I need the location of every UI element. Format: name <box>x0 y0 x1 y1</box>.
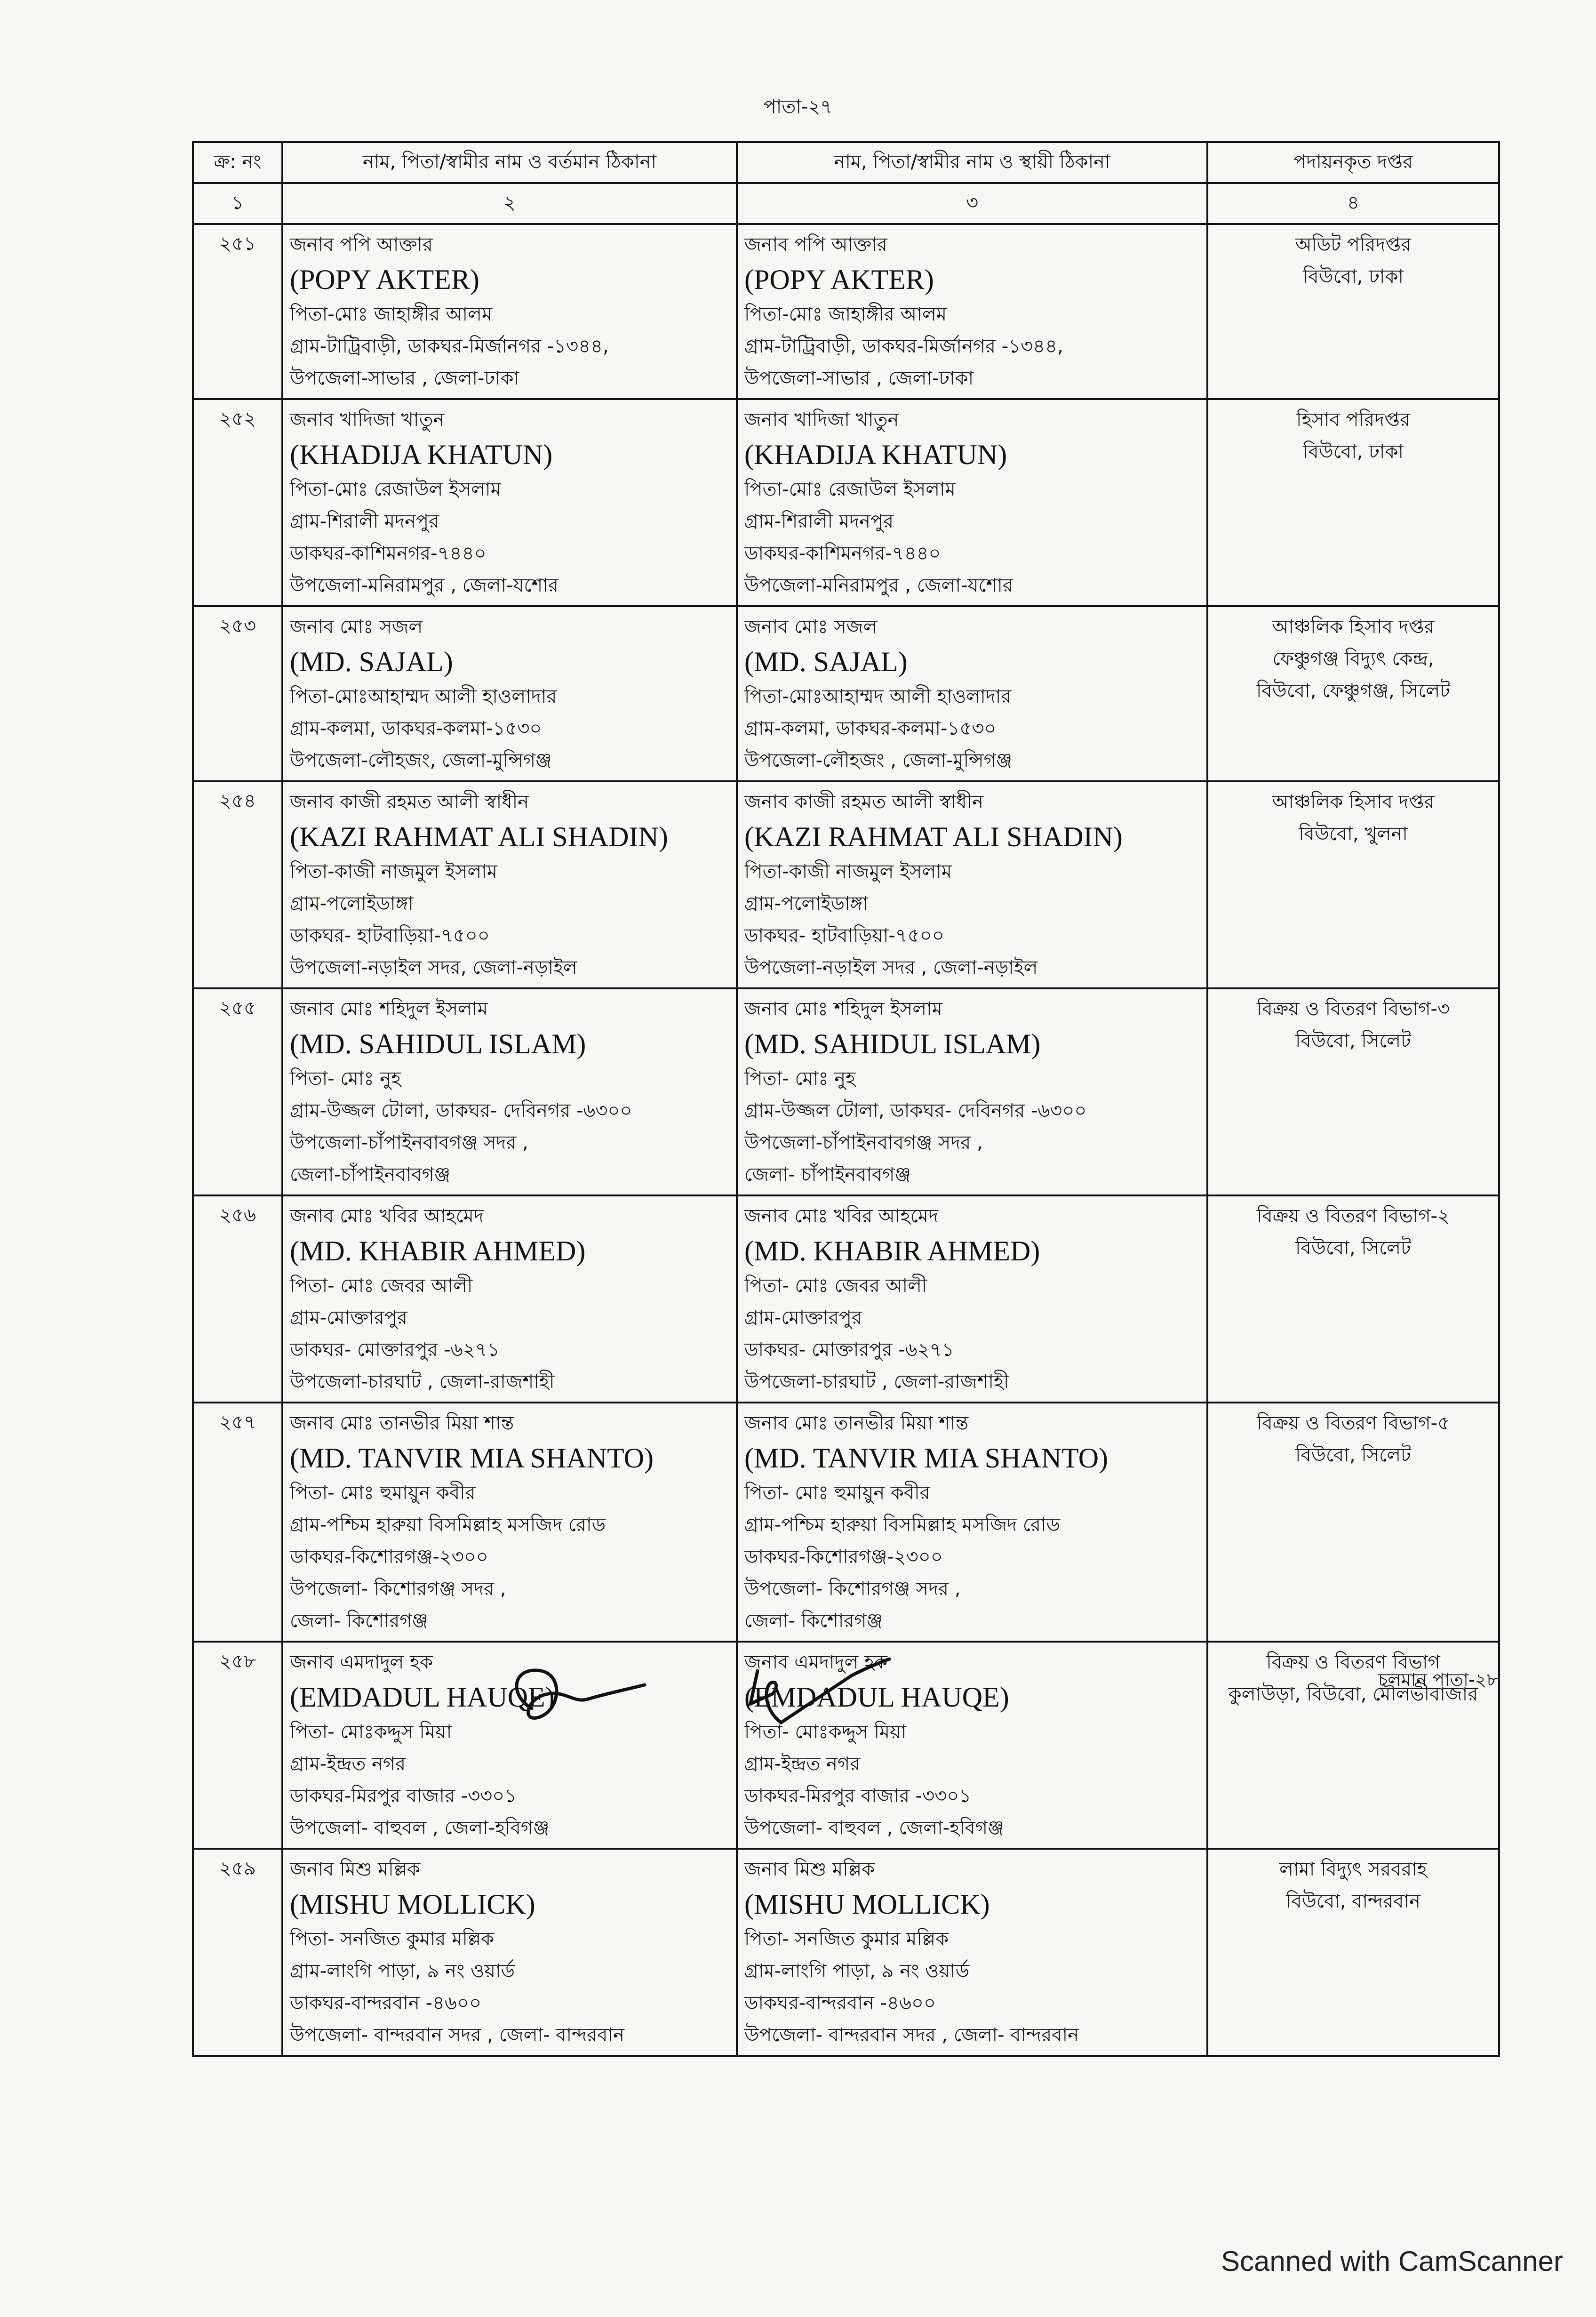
table-row <box>193 399 1499 606</box>
name-bangla: জনাব এমদাদুল হক <box>290 1652 433 1673</box>
posting-line: কুলাউড়া, বিউবো, মৌলভীবাজার <box>1228 1684 1478 1705</box>
name-english: (MD. TANVIR MIA SHANTO) <box>290 1443 654 1474</box>
name-bangla: জনাব মোঃ শহিদুল ইসলাম <box>744 998 942 1020</box>
address-line: পিতা-কাজী নাজমুল ইসলাম <box>744 861 952 882</box>
address-line: গ্রাম-লাংগি পাড়া, ৯ নং ওয়ার্ড <box>744 1960 970 1982</box>
address-line: পিতা-মোঃআহাম্মদ আলী হাওলাদার <box>290 686 557 707</box>
address-line: গ্রাম-পলোইডাঙ্গা <box>290 893 414 914</box>
address-line: পিতা- মোঃ জেবর আলী <box>290 1275 473 1297</box>
address-line: জেলা-চাঁপাইনবাবগঞ্জ <box>290 1164 450 1186</box>
address-line: গ্রাম-শিরালী মদনপুর <box>744 511 894 532</box>
table-row <box>193 606 1499 781</box>
serial-number: ২৫৭ <box>193 1403 282 1642</box>
posting-line: বিক্রয় ও বিতরণ বিভাগ-৩ <box>1257 998 1450 1020</box>
address-line: জেলা- কিশোরগঞ্জ <box>744 1610 883 1632</box>
name-english: (MD. SAHIDUL ISLAM) <box>744 1028 1041 1059</box>
permanent-address-cell <box>737 224 1207 399</box>
name-english: (KAZI RAHMAT ALI SHADIN) <box>744 821 1123 852</box>
address-line: ডাকঘর-মিরপুর বাজার -৩৩০১ <box>290 1785 517 1807</box>
table-row <box>193 224 1499 399</box>
name-english: (MD. SAHIDUL ISLAM) <box>290 1028 586 1059</box>
address-line: পিতা-মোঃ রেজাউল ইসলাম <box>744 479 956 500</box>
permanent-address-cell <box>737 1195 1207 1403</box>
address-line: উপজেলা- কিশোরগঞ্জ সদর , <box>290 1578 506 1600</box>
name-english: (EMDADUL HAUQE) <box>290 1682 555 1713</box>
address-line: গ্রাম-লাংগি পাড়া, ৯ নং ওয়ার্ড <box>290 1960 515 1982</box>
address-line: উপজেলা-সাভার , জেলা-ঢাকা <box>290 368 519 389</box>
address-line: উপজেলা-লৌহজং, জেলা-মুন্সিগঞ্জ <box>290 750 552 771</box>
address-line: গ্রাম-শিরালী মদনপুর <box>290 511 439 532</box>
present-address-cell <box>282 399 737 606</box>
address-line: উপজেলা-লৌহজং , জেলা-মুন্সিগঞ্জ <box>744 750 1013 771</box>
address-line: উপজেলা-চাঁপাইনবাবগঞ্জ সদর , <box>744 1132 983 1154</box>
name-bangla: জনাব মোঃ খবির আহমেদ <box>744 1205 938 1227</box>
name-english: (POPY AKTER) <box>290 264 479 295</box>
address-line: উপজেলা-মনিরামপুর , জেলা-যশোর <box>744 575 1013 596</box>
column-number: ২ <box>282 183 737 224</box>
address-line: পিতা-মোঃ রেজাউল ইসলাম <box>290 479 501 500</box>
address-line: পিতা- মোঃ নুহ <box>290 1068 401 1090</box>
posting-line: বিউবো, ফেঞ্চুগঞ্জ, সিলেট <box>1256 680 1450 702</box>
roster-table <box>192 141 1500 2057</box>
name-english: (MD. SAJAL) <box>290 646 453 677</box>
name-english: (POPY AKTER) <box>744 264 934 295</box>
address-line: পিতা- মোঃ হুমায়ুন কবীর <box>744 1482 930 1504</box>
table-row <box>193 781 1499 988</box>
present-address-cell <box>282 781 737 988</box>
serial-number: ২৫২ <box>193 399 282 606</box>
name-english: (MISHU MOLLICK) <box>744 1889 990 1920</box>
name-bangla: জনাব মোঃ সজল <box>744 616 878 638</box>
address-line: গ্রাম-মোক্তারপুর <box>290 1307 407 1329</box>
name-bangla: জনাব কাজী রহমত আলী স্বাধীন <box>744 791 984 813</box>
address-line: গ্রাম-কলমা, ডাকঘর-কলমা-১৫৩০ <box>290 718 542 739</box>
address-line: উপজেলা- বান্দরবান সদর , জেলা- বান্দরবান <box>290 2024 624 2046</box>
posting-cell <box>1207 606 1499 781</box>
serial-number: ২৫১ <box>193 224 282 399</box>
permanent-address-cell <box>737 606 1207 781</box>
table-row <box>193 1403 1499 1642</box>
address-line: পিতা- মোঃ জেবর আলী <box>744 1275 927 1297</box>
address-line: উপজেলা-নড়াইল সদর, জেলা-নড়াইল <box>290 957 577 978</box>
present-address-cell <box>282 988 737 1195</box>
address-line: গ্রাম-ইন্দ্রত নগর <box>290 1753 406 1775</box>
posting-line: বিউবো, সিলেট <box>1295 1444 1411 1466</box>
posting-cell <box>1207 224 1499 399</box>
page-number: পাতা-২৭ <box>763 96 833 118</box>
address-line: গ্রাম-টাট্রিবাড়ী, ডাকঘর-মির্জানগর -১৩৪৪, <box>290 336 609 357</box>
table-row <box>193 1849 1499 2056</box>
serial-number: ২৫৪ <box>193 781 282 988</box>
serial-number: ২৫৬ <box>193 1195 282 1403</box>
present-address-cell <box>282 224 737 399</box>
address-line: ডাকঘর- হাটবাড়িয়া-৭৫০০ <box>744 925 944 946</box>
name-bangla: জনাব মোঃ তানভীর মিয়া শান্ত <box>290 1412 514 1434</box>
address-line: উপজেলা-চারঘাট , জেলা-রাজশাহী <box>744 1371 1009 1393</box>
address-line: উপজেলা- বাহুবল , জেলা-হবিগঞ্জ <box>744 1817 1004 1839</box>
column-number-row <box>193 183 1499 224</box>
address-line: উপজেলা- কিশোরগঞ্জ সদর , <box>744 1578 961 1600</box>
posting-line: বিক্রয় ও বিতরণ বিভাগ-২ <box>1257 1205 1450 1227</box>
address-line: ডাকঘর- মোক্তারপুর -৬২৭১ <box>290 1339 500 1361</box>
posting-line: বিউবো, ঢাকা <box>1302 266 1404 288</box>
address-line: পিতা- মোঃ নুহ <box>744 1068 856 1090</box>
posting-line: বিউবো, ঢাকা <box>1302 441 1404 463</box>
present-address-cell <box>282 606 737 781</box>
address-line: উপজেলা- বাহুবল , জেলা-হবিগঞ্জ <box>290 1817 550 1839</box>
name-english: (KAZI RAHMAT ALI SHADIN) <box>290 821 668 852</box>
posting-line: বিক্রয় ও বিতরণ বিভাগ <box>1266 1652 1440 1673</box>
address-line: পিতা- মোঃকদ্দুস মিয়া <box>744 1721 907 1743</box>
name-bangla: জনাব খাদিজা খাতুন <box>744 409 899 431</box>
address-line: গ্রাম-উজ্জল টোলা, ডাকঘর- দেবিনগর -৬৩০০ <box>290 1100 632 1122</box>
posting-line: বিক্রয় ও বিতরণ বিভাগ-৫ <box>1257 1412 1450 1434</box>
present-address-cell <box>282 1849 737 2056</box>
name-bangla: জনাব মোঃ তানভীর মিয়া শান্ত <box>744 1412 969 1434</box>
posting-cell <box>1207 399 1499 606</box>
address-line: গ্রাম-কলমা, ডাকঘর-কলমা-১৫৩০ <box>744 718 997 739</box>
address-line: জেলা- চাঁপাইনবাবগঞ্জ <box>744 1164 911 1186</box>
header-serial: ক্র: নং <box>193 142 282 183</box>
name-english: (EMDADUL HAUQE) <box>744 1682 1009 1713</box>
address-line: উপজেলা-চাঁপাইনবাবগঞ্জ সদর , <box>290 1132 528 1154</box>
header-posting: পদায়নকৃত দপ্তর <box>1207 142 1499 183</box>
address-line: উপজেলা-চারঘাট , জেলা-রাজশাহী <box>290 1371 555 1393</box>
name-english: (MD. KHABIR AHMED) <box>290 1235 586 1267</box>
name-english: (MD. TANVIR MIA SHANTO) <box>744 1443 1108 1474</box>
address-line: গ্রাম-পশ্চিম হারুয়া বিসমিল্লাহ মসজিদ রোড <box>744 1514 1061 1536</box>
address-line: গ্রাম-পলোইডাঙ্গা <box>744 893 868 914</box>
posting-cell <box>1207 988 1499 1195</box>
address-line: গ্রাম-উজ্জল টোলা, ডাকঘর- দেবিনগর -৬৩০০ <box>744 1100 1087 1122</box>
name-bangla: জনাব কাজী রহমত আলী স্বাধীন <box>290 791 529 813</box>
posting-line: লামা বিদ্যুৎ সরবরাহ <box>1279 1859 1427 1880</box>
posting-line: ফেঞ্চুগঞ্জ বিদ্যুৎ কেন্দ্র, <box>1272 648 1434 670</box>
signature-2 <box>750 1659 889 1723</box>
posting-cell <box>1207 781 1499 988</box>
posting-line: হিসাব পরিদপ্তর <box>1296 409 1410 431</box>
column-number: ৩ <box>737 183 1207 224</box>
address-line: পিতা-মোঃ জাহাঙ্গীর আলম <box>290 304 493 325</box>
posting-cell <box>1207 1403 1499 1642</box>
serial-number: ২৫৩ <box>193 606 282 781</box>
column-number: ৪ <box>1207 183 1499 224</box>
posting-line: বিউবো, খুলনা <box>1299 823 1408 845</box>
address-line: ডাকঘর-কাশিমনগর-৭৪৪০ <box>290 543 487 564</box>
address-line: উপজেলা-সাভার , জেলা-ঢাকা <box>744 368 974 389</box>
address-line: জেলা- কিশোরগঞ্জ <box>290 1610 428 1632</box>
address-line: ডাকঘর-কিশোরগঞ্জ-২৩০০ <box>290 1546 488 1568</box>
name-bangla: জনাব মোঃ শহিদুল ইসলাম <box>290 998 488 1020</box>
address-line: ডাকঘর-কাশিমনগর-৭৪৪০ <box>744 543 941 564</box>
address-line: পিতা-কাজী নাজমুল ইসলাম <box>290 861 498 882</box>
header-permanent-address: নাম, পিতা/স্বামীর নাম ও স্থায়ী ঠিকানা <box>737 142 1207 183</box>
address-line: গ্রাম-টাট্রিবাড়ী, ডাকঘর-মির্জানগর -১৩৪৪, <box>744 336 1063 357</box>
name-bangla: জনাব মোঃ সজল <box>290 616 423 638</box>
address-line: উপজেলা-নড়াইল সদর , জেলা-নড়াইল <box>744 957 1038 978</box>
address-line: গ্রাম-ইন্দ্রত নগর <box>744 1753 861 1775</box>
continued-page-note: চলমান পাতা-২৮ <box>1378 1669 1498 1690</box>
scanner-watermark: Scanned with CamScanner <box>1221 2245 1563 2277</box>
name-english: (MD. KHABIR AHMED) <box>744 1235 1040 1267</box>
table-row <box>193 1195 1499 1403</box>
signature-1 <box>517 1670 645 1718</box>
name-english: (MD. SAJAL) <box>744 646 908 677</box>
serial-number: ২৫৯ <box>193 1849 282 2056</box>
name-bangla: জনাব খাদিজা খাতুন <box>290 409 445 431</box>
name-bangla: জনাব পপি আক্তার <box>290 234 433 256</box>
name-bangla: জনাব মিশু মল্লিক <box>744 1859 875 1880</box>
name-bangla: জনাব এমদাদুল হক <box>744 1652 888 1673</box>
serial-number: ২৫৮ <box>193 1642 282 1849</box>
address-line: ডাকঘর- হাটবাড়িয়া-৭৫০০ <box>290 925 490 946</box>
posting-line: বিউবো, বান্দরবান <box>1286 1891 1420 1912</box>
posting-line: আঞ্চলিক হিসাব দপ্তর <box>1272 616 1435 638</box>
address-line: পিতা- সনজিত কুমার মল্লিক <box>744 1928 949 1950</box>
address-line: ডাকঘর- মোক্তারপুর -৬২৭১ <box>744 1339 954 1361</box>
address-line: পিতা-মোঃআহাম্মদ আলী হাওলাদার <box>744 686 1012 707</box>
address-line: গ্রাম-পশ্চিম হারুয়া বিসমিল্লাহ মসজিদ রোড <box>290 1514 606 1536</box>
name-bangla: জনাব মোঃ খবির আহমেদ <box>290 1205 484 1227</box>
address-line: পিতা- মোঃকদ্দুস মিয়া <box>290 1721 452 1743</box>
name-english: (KHADIJA KHATUN) <box>290 439 553 470</box>
address-line: ডাকঘর-মিরপুর বাজার -৩৩০১ <box>744 1785 972 1807</box>
name-bangla: জনাব পপি আক্তার <box>744 234 887 256</box>
permanent-address-cell <box>737 1849 1207 2056</box>
posting-line: বিউবো, সিলেট <box>1295 1237 1411 1259</box>
header-row <box>193 142 1499 183</box>
present-address-cell <box>282 1403 737 1642</box>
posting-line: অডিট পরিদপ্তর <box>1295 234 1412 256</box>
name-english: (MISHU MOLLICK) <box>290 1889 535 1920</box>
present-address-cell <box>282 1195 737 1403</box>
posting-cell <box>1207 1849 1499 2056</box>
header-present-address: নাম, পিতা/স্বামীর নাম ও বর্তমান ঠিকানা <box>282 142 737 183</box>
address-line: উপজেলা- বান্দরবান সদর , জেলা- বান্দরবান <box>744 2024 1079 2046</box>
address-line: ডাকঘর-বান্দরবান -৪৬০০ <box>744 1992 936 2014</box>
permanent-address-cell <box>737 399 1207 606</box>
address-line: উপজেলা-মনিরামপুর , জেলা-যশোর <box>290 575 559 596</box>
roster-body <box>193 224 1499 2056</box>
serial-number: ২৫৫ <box>193 988 282 1195</box>
column-number: ১ <box>193 183 282 224</box>
name-english: (KHADIJA KHATUN) <box>744 439 1007 470</box>
posting-line: বিউবো, সিলেট <box>1295 1030 1411 1052</box>
table-row <box>193 988 1499 1195</box>
permanent-address-cell <box>737 1403 1207 1642</box>
signatures <box>494 1638 965 1751</box>
address-line: পিতা- সনজিত কুমার মল্লিক <box>290 1928 495 1950</box>
permanent-address-cell <box>737 988 1207 1195</box>
permanent-address-cell <box>737 781 1207 988</box>
address-line: ডাকঘর-কিশোরগঞ্জ-২৩০০ <box>744 1546 943 1568</box>
address-line: পিতা-মোঃ জাহাঙ্গীর আলম <box>744 304 947 325</box>
address-line: পিতা- মোঃ হুমায়ুন কবীর <box>290 1482 476 1504</box>
posting-line: আঞ্চলিক হিসাব দপ্তর <box>1272 791 1435 813</box>
name-bangla: জনাব মিশু মল্লিক <box>290 1859 421 1880</box>
address-line: ডাকঘর-বান্দরবান -৪৬০০ <box>290 1992 481 2014</box>
address-line: গ্রাম-মোক্তারপুর <box>744 1307 862 1329</box>
posting-cell <box>1207 1195 1499 1403</box>
